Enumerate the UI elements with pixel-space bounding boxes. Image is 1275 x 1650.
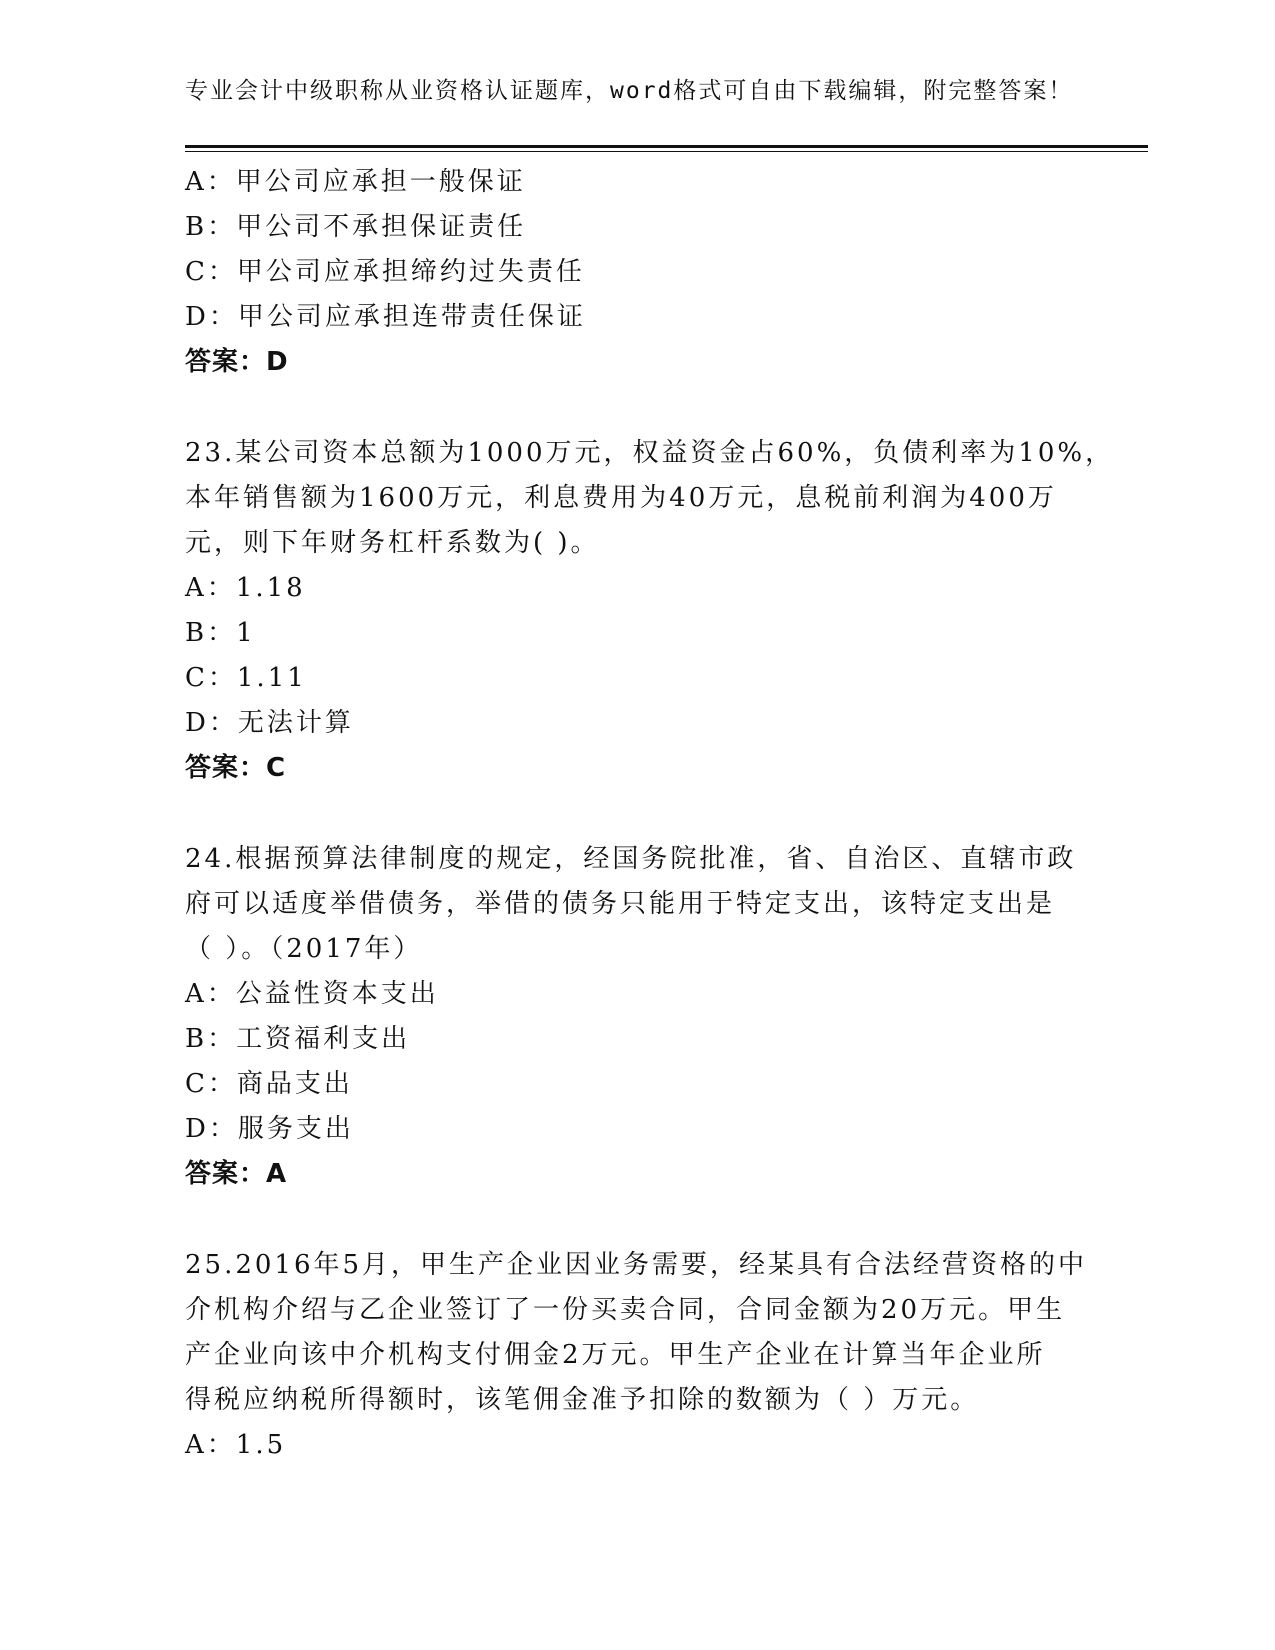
answer: 答案：C — [185, 753, 287, 783]
option-d: D：服务支出 — [185, 1114, 354, 1144]
question-25 — [185, 1243, 1088, 1468]
question-text-line: 23.某公司资本总额为1000万元，权益资金占60%，负债利率为10%， — [185, 438, 1115, 468]
option-b: B：1 — [185, 618, 256, 648]
option-b: B：甲公司不承担保证责任 — [185, 212, 527, 242]
question-text-line: 24.根据预算法律制度的规定，经国务院批准，省、自治区、直辖市政 — [185, 844, 1077, 874]
question-text-line: 产企业向该中介机构支付佣金2万元。甲生产企业在计算当年企业所 — [185, 1340, 1046, 1370]
page-header: 专业会计中级职称从业资格认证题库，word格式可自由下载编辑，附完整答案！ — [185, 78, 1074, 104]
question-24 — [185, 837, 1085, 1197]
option-a: A：公益性资本支出 — [185, 979, 439, 1009]
question-text-line: 得税应纳税所得额时，该笔佣金准予扣除的数额为（ ）万元。 — [185, 1385, 980, 1415]
question-text-line: （ ）。（2017年） — [185, 934, 423, 964]
header-rule-thin — [185, 151, 1148, 152]
question-text-line: 25.2016年5月，甲生产企业因业务需要，经某具有合法经营资格的中 — [185, 1250, 1088, 1280]
option-c: C：1.11 — [185, 663, 307, 693]
answer: 答案：A — [185, 1159, 288, 1189]
option-b: B：工资福利支出 — [185, 1024, 411, 1054]
question-text-line: 府可以适度举借债务，举借的债务只能用于特定支出，该特定支出是 — [185, 889, 1056, 919]
option-a: A：1.5 — [185, 1430, 287, 1460]
question-23 — [185, 431, 1115, 791]
question-content — [185, 160, 1115, 1468]
option-c: C：商品支出 — [185, 1069, 353, 1099]
question-22 — [185, 160, 1085, 385]
question-text-line: 元，则下年财务杠杆系数为( )。 — [185, 528, 600, 558]
question-text-line: 介机构介绍与乙企业签订了一份买卖合同，合同金额为20万元。甲生 — [185, 1295, 1066, 1325]
option-a: A：甲公司应承担一般保证 — [185, 167, 526, 197]
question-text-line: 本年销售额为1600万元，利息费用为40万元，息税前利润为400万 — [185, 483, 1057, 513]
answer: 答案：D — [185, 347, 289, 377]
option-c: C：甲公司应承担缔约过失责任 — [185, 257, 585, 287]
option-d: D：甲公司应承担连带责任保证 — [185, 302, 586, 332]
header-rule-thick — [185, 145, 1148, 148]
option-d: D：无法计算 — [185, 708, 354, 738]
option-a: A：1.18 — [185, 573, 306, 603]
